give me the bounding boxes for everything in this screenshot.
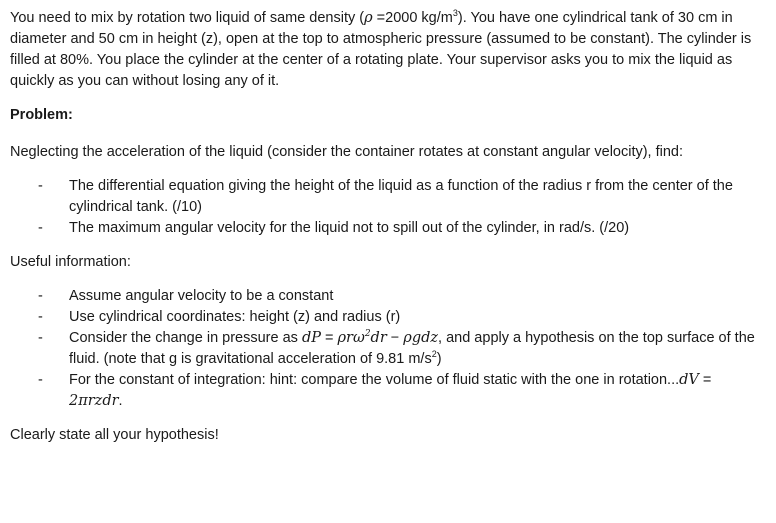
closing-note: Clearly state all your hypothesis! [10, 427, 219, 443]
document [10, 8, 766, 446]
intro-text-3: ). You have one cylindrical tank of 30 cm in diameter and 50 cm in height (z), open at the top to atmospheric pressure (assumed to be constant). The cylinder is filled at 80%. You place the cylinder at the center of a rotating plate. Your supervisor asks you to mix the liquid as quickly as you can without losing any of it. [10, 10, 752, 89]
intro-superscript: 3 [452, 8, 458, 18]
problem-heading: Problem: [10, 107, 73, 123]
useful-item: - Use cylindrical coordinates: height (z) and radius (r) [10, 307, 766, 328]
equation-term: 2πrzdr [69, 393, 119, 409]
problem-list [10, 176, 766, 239]
equation-term: dr [370, 330, 387, 346]
equation-term: dV [679, 372, 699, 388]
useful-item-volume: - For the constant of integration: hint: compare the volume of fluid static with the one in rotation...dV = 2πrzdr. [10, 370, 766, 412]
problem-item: - The maximum angular velocity for the liquid not to spill out of the cylinder, in rad/s. (/20) [10, 218, 766, 239]
useful-item-pressure: - Consider the change in pressure as dP = ρrω$^2$dr − ρgdz, and apply a hypothesis on the top surface of the fluid. (note that g is gravitational acceleration of 9.81 $m/s^2$) [10, 328, 766, 370]
problem-item: - The differential equation giving the height of the liquid as a function of the radius r from the center of the cylindrical tank. (/10) [10, 176, 766, 218]
density-symbol: ρ [364, 10, 373, 26]
intro-text-2: =2000 kg/m [372, 10, 453, 26]
equation-term: ρrω [337, 330, 365, 346]
equation-term: dP [301, 330, 321, 346]
intro-text-1: You need to mix by rotation two liquid of same density ( [10, 10, 365, 26]
problem-text: Neglecting the acceleration of the liquid (consider the container rotates at constant angular velocity), find: [10, 144, 684, 160]
intro-paragraph [10, 8, 766, 92]
useful-item: - Assume angular velocity to be a constant [10, 286, 766, 307]
useful-heading: Useful information: [10, 254, 131, 270]
useful-list [10, 286, 766, 412]
equation-term: ρgdz [403, 330, 439, 346]
